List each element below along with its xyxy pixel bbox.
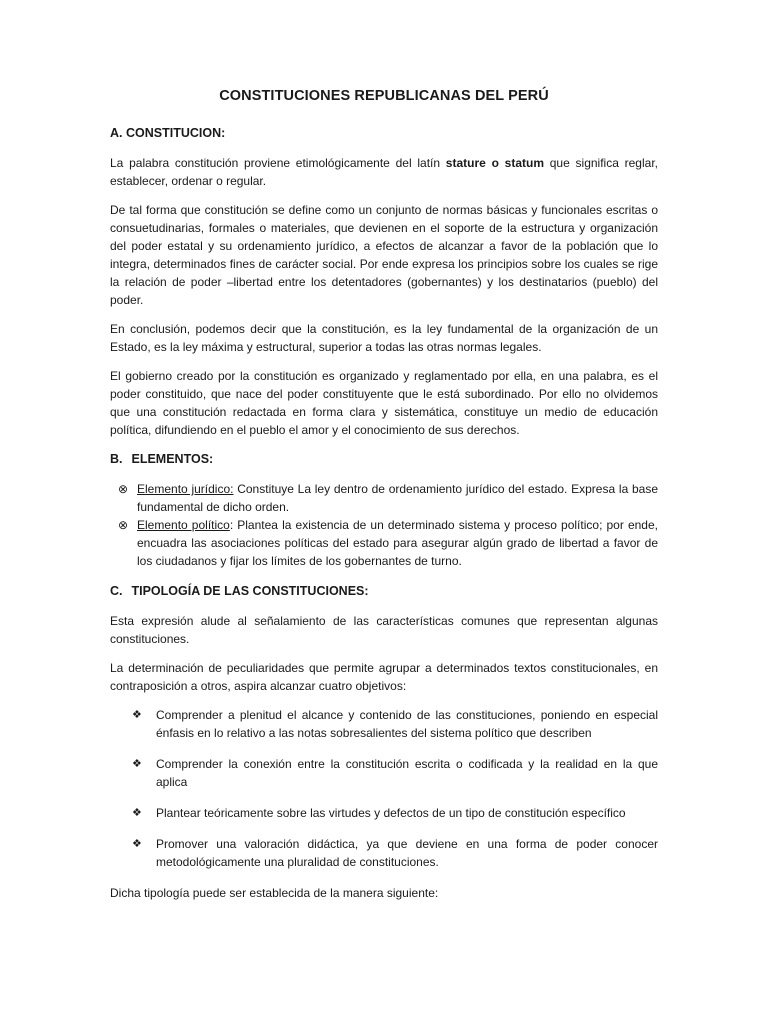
objective-text: Comprender la conexión entre la constitución escrita o codificada y la realidad en la que aplica	[156, 757, 658, 789]
objectives-list	[110, 706, 658, 871]
objective-text: Comprender a plenitud el alcance y contenido de las constituciones, poniendo en especial énfasis en lo relativo a las notas sobresalientes del sistema político que describen	[156, 708, 658, 740]
section-c-title: TIPOLOGÍA DE LAS CONSTITUCIONES:	[131, 584, 369, 598]
paragraph-a2: De tal forma que constitución se define como un conjunto de normas básicas y funcionales escritas o consuetudinarias, formales o materiales, que devienen en el soporte de la estructura y organización del poder estatal y su ordenamiento jurídico, a efectos de alcanzar a favor de la población que lo integra, determinados fines de carácter social. Por ende expresa los principios sobre los cuales se rige la relación de poder –libertad entre los detentadores (gobernantes) y los destinatarios (pueblo) del poder.	[110, 203, 658, 307]
paragraph-a1-bold: stature o statum	[445, 156, 544, 170]
circled-x-bullet-icon: ⊗	[118, 482, 129, 496]
diamond-bullet-icon: ❖	[132, 758, 142, 770]
list-item-element-politico	[118, 516, 658, 570]
paragraph-a3: En conclusión, podemos decir que la constitución, es la ley fundamental de la organización de un Estado, es la ley máxima y estructural, superior a todas las otras normas legales.	[110, 322, 658, 354]
element-text: Constituye La ley dentro de ordenamiento jurídico del estado. Expresa la base fundamental de dicho orden.	[137, 482, 659, 514]
objective-text: Promover una valoración didáctica, ya que deviene en una forma de poder conocer metodológicamente una pluralidad de constituciones.	[156, 837, 658, 869]
circled-x-bullet-icon: ⊗	[118, 518, 129, 532]
objective-text: Plantear teóricamente sobre las virtudes y defectos de un tipo de constitución específico	[156, 806, 626, 820]
diamond-bullet-icon: ❖	[132, 709, 142, 721]
paragraph-c3: Dicha tipología puede ser establecida de la manera siguiente:	[110, 886, 439, 900]
section-a-heading: A. CONSTITUCION:	[110, 126, 226, 140]
page-title: CONSTITUCIONES REPUBLICANAS DEL PERÚ	[219, 88, 549, 104]
section-b-heading	[110, 450, 658, 468]
diamond-bullet-icon: ❖	[132, 807, 142, 819]
paragraph-c2: La determinación de peculiaridades que permite agrupar a determinados textos constitucionales, en contraposición a otros, aspira alcanzar cuatro objetivos:	[110, 661, 658, 693]
paragraph-a1-post: que significa reglar, establecer, ordenar o regular.	[110, 156, 658, 188]
section-c-label: C.	[110, 584, 123, 598]
list-item-objective-1	[132, 706, 658, 742]
list-item-objective-4	[132, 835, 658, 871]
list-item-objective-3	[132, 804, 658, 822]
paragraph-a1-pre: La palabra constitución proviene etimológicamente del latín	[110, 156, 446, 170]
list-item-element-juridico	[118, 480, 658, 516]
diamond-bullet-icon: ❖	[132, 838, 142, 850]
paragraph-c1: Esta expresión alude al señalamiento de las características comunes que representan algunas constituciones.	[110, 614, 658, 646]
section-b-title: ELEMENTOS:	[131, 452, 214, 466]
paragraph-a1	[110, 154, 658, 190]
list-item-objective-2	[132, 755, 658, 791]
element-term: Elemento jurídico:	[137, 482, 234, 496]
section-c-heading	[110, 582, 658, 600]
element-text: : Plantea la existencia de un determinado sistema y proceso político; por ende, encuadra las asociaciones políticas del estado para asegurar algún grado de libertad a favor de los ciudadanos y fijar los límites de los gobernantes de turno.	[137, 518, 658, 568]
section-b-label: B.	[110, 452, 123, 466]
elements-list	[110, 480, 658, 570]
paragraph-a4: El gobierno creado por la constitución es organizado y reglamentado por ella, en una palabra, es el poder constituido, que nace del poder constituyente que le está subordinado. Por ello no olvidemos que una constitución redactada en forma clara y sistemática, constituye un medio de educación política, difundiendo en el pueblo el amor y el conocimiento de sus derechos.	[110, 369, 658, 437]
element-term: Elemento político	[137, 518, 230, 532]
